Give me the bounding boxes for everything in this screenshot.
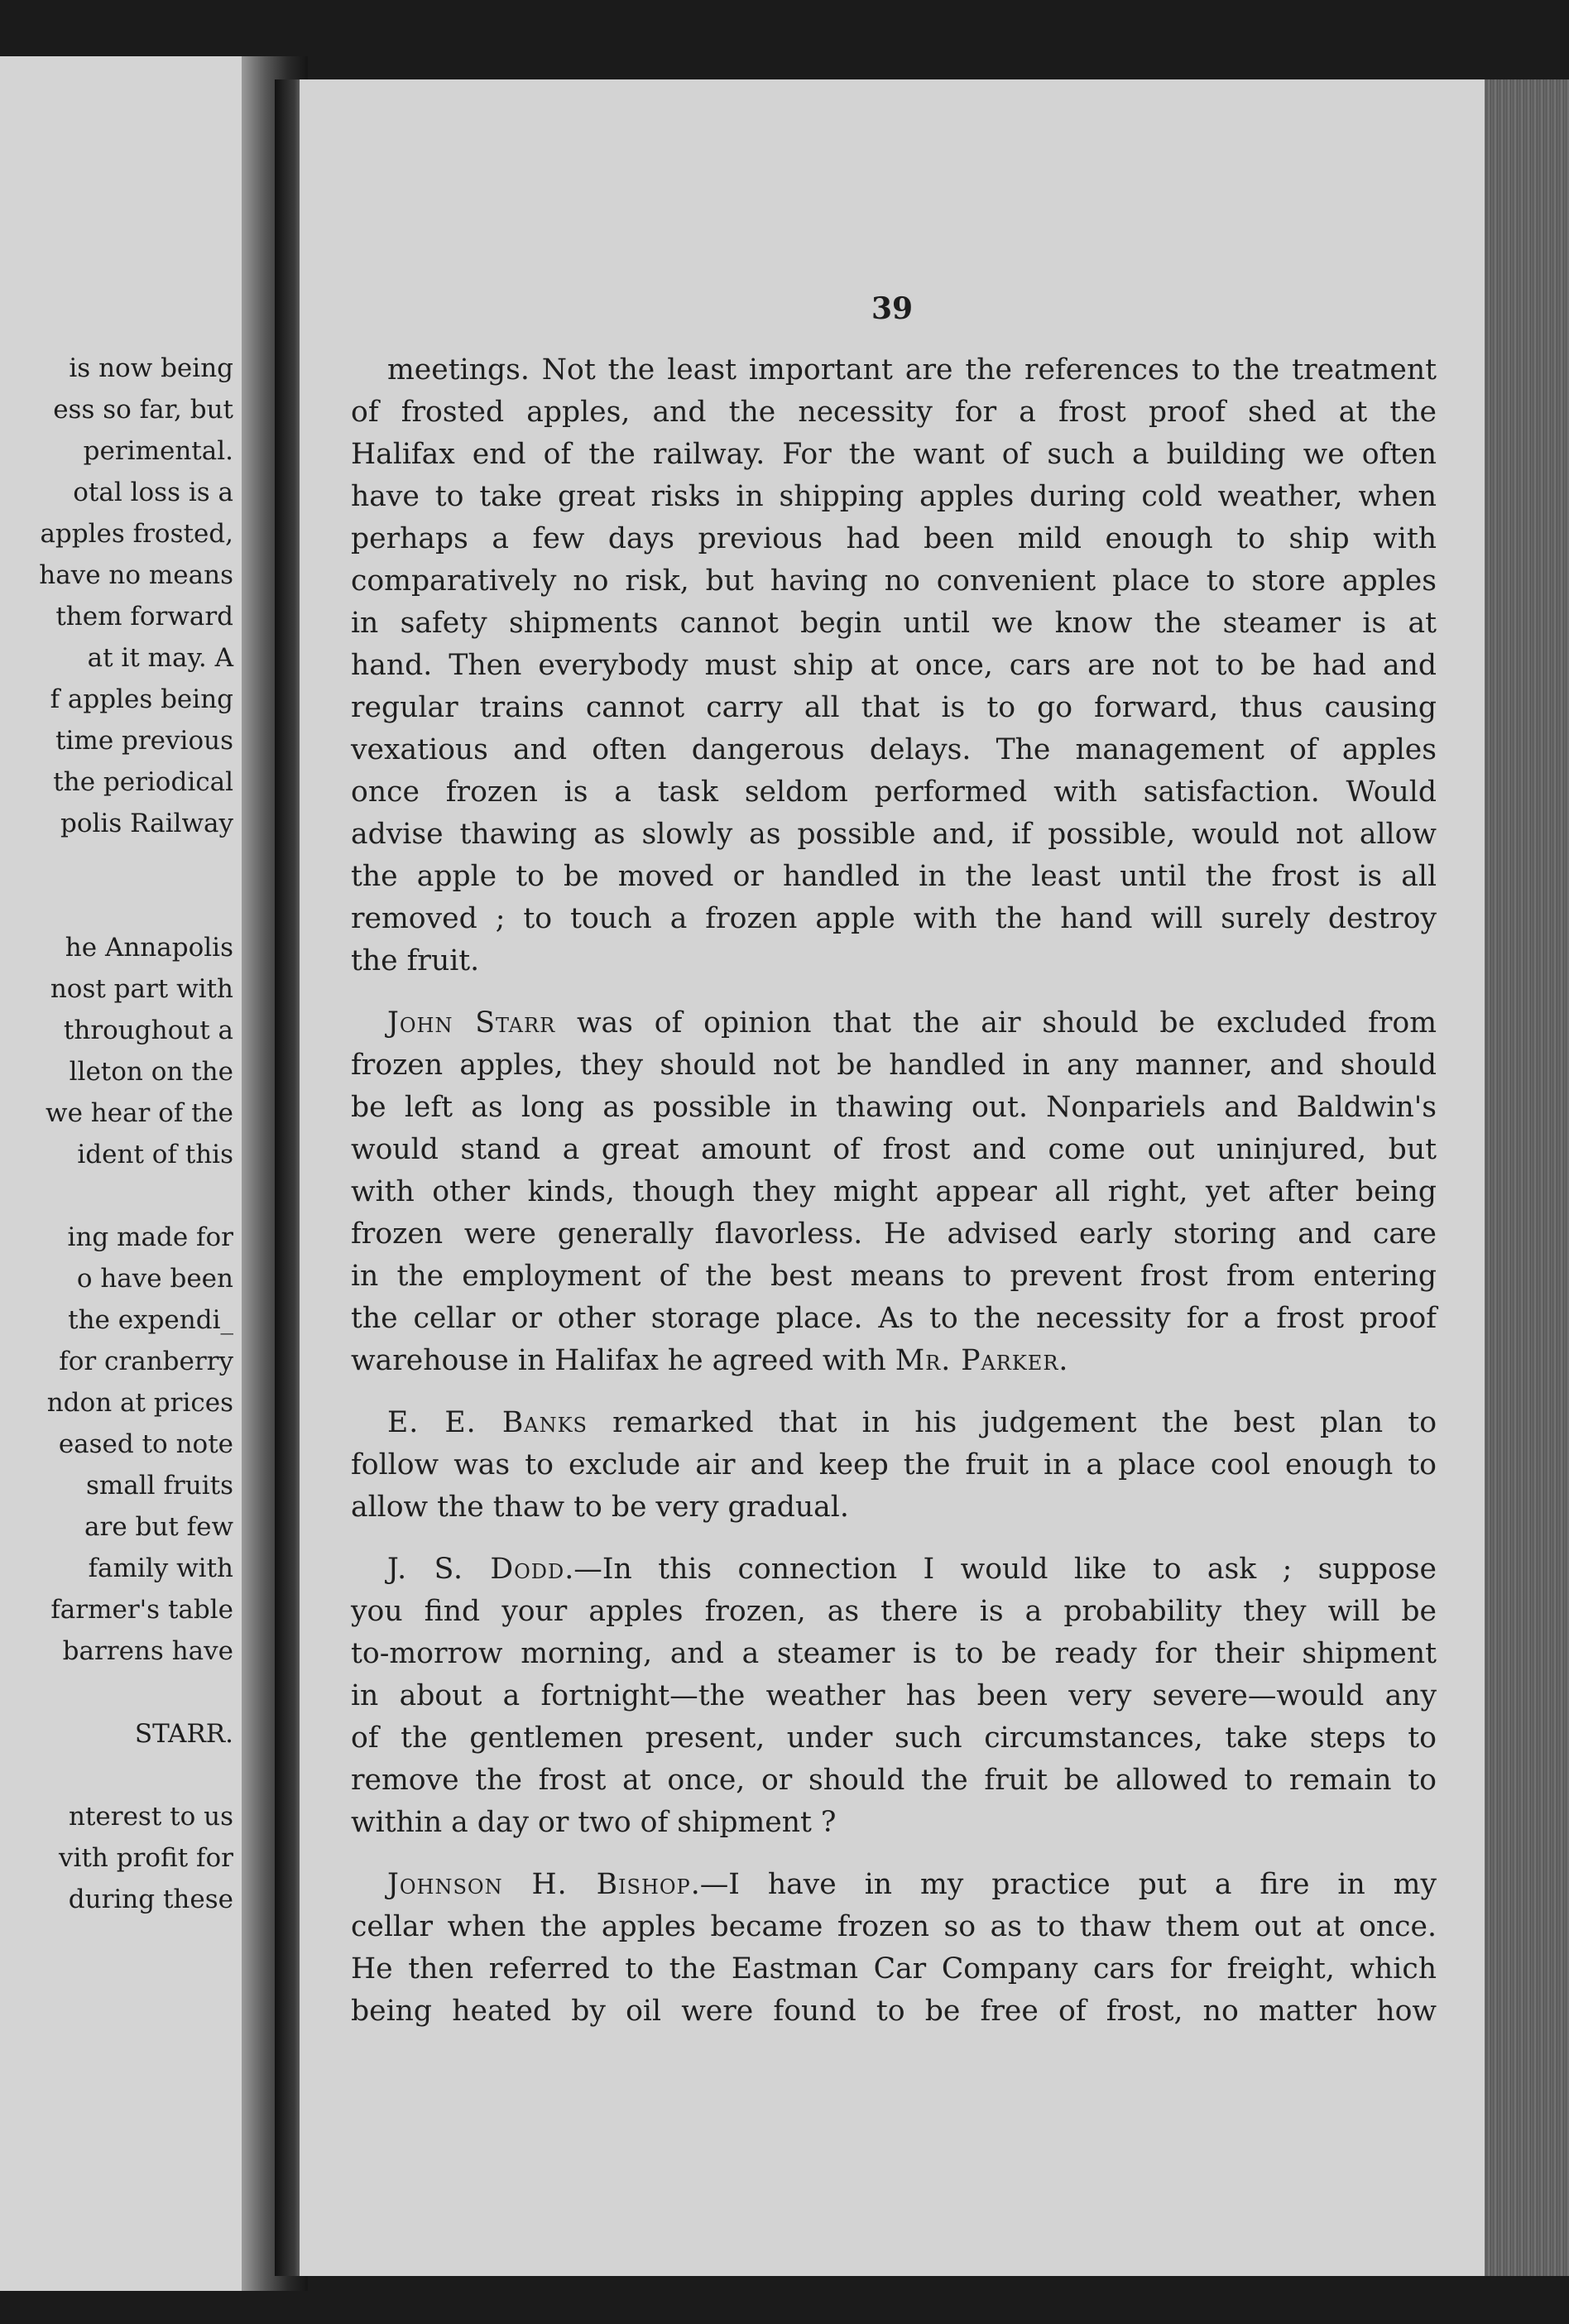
left-text-line: o have been [76, 1264, 233, 1294]
left-text-line: STARR. [134, 1719, 233, 1749]
left-text-line: nterest to us [68, 1802, 233, 1832]
text-line [351, 1340, 1437, 1382]
left-text-line [2, 886, 233, 927]
text-line: removed ; to touch a frozen apple with the hand will surely destroy [351, 902, 1437, 935]
left-text-line: for cranberry [59, 1347, 233, 1376]
left-text-line: eased to note [58, 1429, 233, 1459]
left-text-line: ess so far, but [53, 395, 233, 425]
text-line: the fruit. [351, 944, 480, 977]
left-text-line: ing made for [67, 1222, 233, 1252]
text-line [351, 1864, 1437, 1906]
text-line: perhaps a few days previous had been mild enough to ship with [351, 522, 1437, 555]
left-text-line: farmer's table [50, 1595, 233, 1625]
text-line: of the gentlemen present, under such circumstances, take steps to [351, 1721, 1437, 1755]
text-line: comparatively no risk, but having no convenient place to store apples [351, 564, 1437, 598]
left-text-line: he Annapolis [65, 933, 233, 963]
left-text-line: have no means [39, 560, 233, 590]
paragraph-e-e-banks [351, 1402, 1437, 1529]
text-line [351, 1402, 1437, 1444]
left-text-line: the periodical [53, 767, 233, 797]
page-body [351, 349, 1437, 2053]
text-line: follow was to exclude air and keep the fruit in a place cool enough to [351, 1448, 1437, 1481]
left-text-line [2, 1755, 233, 1796]
text-fragment: remarked that in his judgement the best plan to [587, 1406, 1437, 1439]
left-text-line: lleton on the [69, 1057, 233, 1087]
left-text-line: the expendi_ [68, 1305, 233, 1335]
speaker-name: John Starr [387, 1006, 556, 1040]
left-text-line: throughout a [63, 1016, 233, 1045]
left-text-line: polis Railway [60, 809, 233, 838]
text-line: regular trains cannot carry all that is to go forward, thus causing [351, 691, 1437, 724]
left-page-text [2, 348, 233, 1920]
text-fragment: warehouse in Halifax he agreed with [351, 1344, 895, 1377]
text-fragment: . [1058, 1344, 1068, 1377]
text-line: in the employment of the best means to prevent frost from entering [351, 1260, 1437, 1293]
speaker-name: Johnson H. Bishop [387, 1868, 691, 1901]
text-line: cellar when the apples became frozen so as to thaw them out at once. [351, 1910, 1437, 1943]
left-text-line [2, 1175, 233, 1217]
left-text-line: family with [88, 1553, 233, 1583]
text-line: the cellar or other storage place. As to the necessity for a frost proof [351, 1302, 1437, 1335]
text-line: He then referred to the Eastman Car Company cars for freight, which [351, 1952, 1437, 1985]
left-text-line: nost part with [50, 974, 233, 1004]
left-text-line: them forward [55, 602, 233, 631]
left-text-line: at it may. A [87, 643, 233, 673]
left-text-line: otal loss is a [73, 478, 233, 507]
left-text-line: small fruits [85, 1471, 233, 1501]
paragraph-johnson-h-bishop [351, 1864, 1437, 2033]
text-line [351, 1549, 1437, 1591]
text-fragment: .—In this connection I would like to ask ; suppose [564, 1553, 1437, 1586]
text-line: advise thawing as slowly as possible and, if possible, would not allow [351, 818, 1437, 851]
paragraph-1 [351, 349, 1437, 982]
left-page [0, 56, 242, 2291]
text-line: hand. Then everybody must ship at once, cars are not to be had and [351, 649, 1437, 682]
text-line: within a day or two of shipment ? [351, 1806, 837, 1839]
left-text-line: is now being [69, 353, 233, 383]
speaker-name: J. S. Dodd [387, 1553, 565, 1586]
text-line: once frozen is a task seldom performed with satisfaction. Would [351, 775, 1437, 809]
paragraph-john-starr [351, 1002, 1437, 1382]
speaker-name: E. E. Banks [387, 1406, 588, 1439]
left-text-line: barrens have [62, 1636, 233, 1666]
text-line: of frosted apples, and the necessity for a frost proof shed at the [351, 396, 1437, 429]
text-line: being heated by oil were found to be free of frost, no matter how [351, 1995, 1437, 2028]
left-text-line: time previous [55, 726, 233, 756]
text-line: meetings. Not the least important are the references to the treatment [387, 353, 1437, 387]
left-text-line: f apples being [50, 684, 233, 714]
text-line: you find your apples frozen, as there is a probability they will be [351, 1595, 1437, 1628]
left-text-line: ndon at prices [46, 1388, 233, 1418]
left-text-line [2, 844, 233, 886]
text-line: remove the frost at once, or should the fruit be allowed to remain to [351, 1764, 1437, 1797]
page-edges [1485, 79, 1569, 2276]
text-line: have to take great risks in shipping apples during cold weather, when [351, 480, 1437, 513]
left-text-line: we hear of the [46, 1098, 233, 1128]
text-line: with other kinds, though they might appear all right, yet after being [351, 1175, 1437, 1208]
text-line: would stand a great amount of frost and come out uninjured, but [351, 1133, 1437, 1166]
text-line: in safety shipments cannot begin until we know the steamer is at [351, 607, 1437, 640]
text-line: to-morrow morning, and a steamer is to be ready for their shipment [351, 1637, 1437, 1670]
text-line [351, 1002, 1437, 1044]
text-line: vexatious and often dangerous delays. The management of apples [351, 733, 1437, 766]
left-text-line: during these [68, 1885, 233, 1914]
referenced-name: Mr. Parker [895, 1344, 1059, 1377]
text-line: the apple to be moved or handled in the least until the frost is all [351, 860, 1437, 893]
left-text-line: are but few [84, 1512, 233, 1542]
left-text-line: vith profit for [59, 1843, 233, 1873]
text-line: Halifax end of the railway. For the want of such a building we often [351, 438, 1437, 471]
page-number: 39 [871, 291, 914, 326]
left-text-line: perimental. [83, 436, 233, 466]
paragraph-j-s-dodd [351, 1549, 1437, 1844]
left-text-line: ident of this [77, 1140, 233, 1169]
text-line: allow the thaw to be very gradual. [351, 1491, 849, 1524]
text-line: frozen apples, they should not be handled in any manner, and should [351, 1049, 1437, 1082]
left-text-line [2, 1672, 233, 1713]
text-line: be left as long as possible in thawing out. Nonpariels and Baldwin's [351, 1091, 1437, 1124]
right-page [300, 79, 1485, 2276]
left-text-line: apples frosted, [40, 519, 233, 549]
text-line: in about a fortnight—the weather has been very severe—would any [351, 1679, 1437, 1712]
text-line: frozen were generally flavorless. He advised early storing and care [351, 1217, 1437, 1251]
text-fragment: .—I have in my practice put a fire in my [690, 1868, 1437, 1901]
text-fragment: was of opinion that the air should be excluded from [555, 1006, 1437, 1040]
